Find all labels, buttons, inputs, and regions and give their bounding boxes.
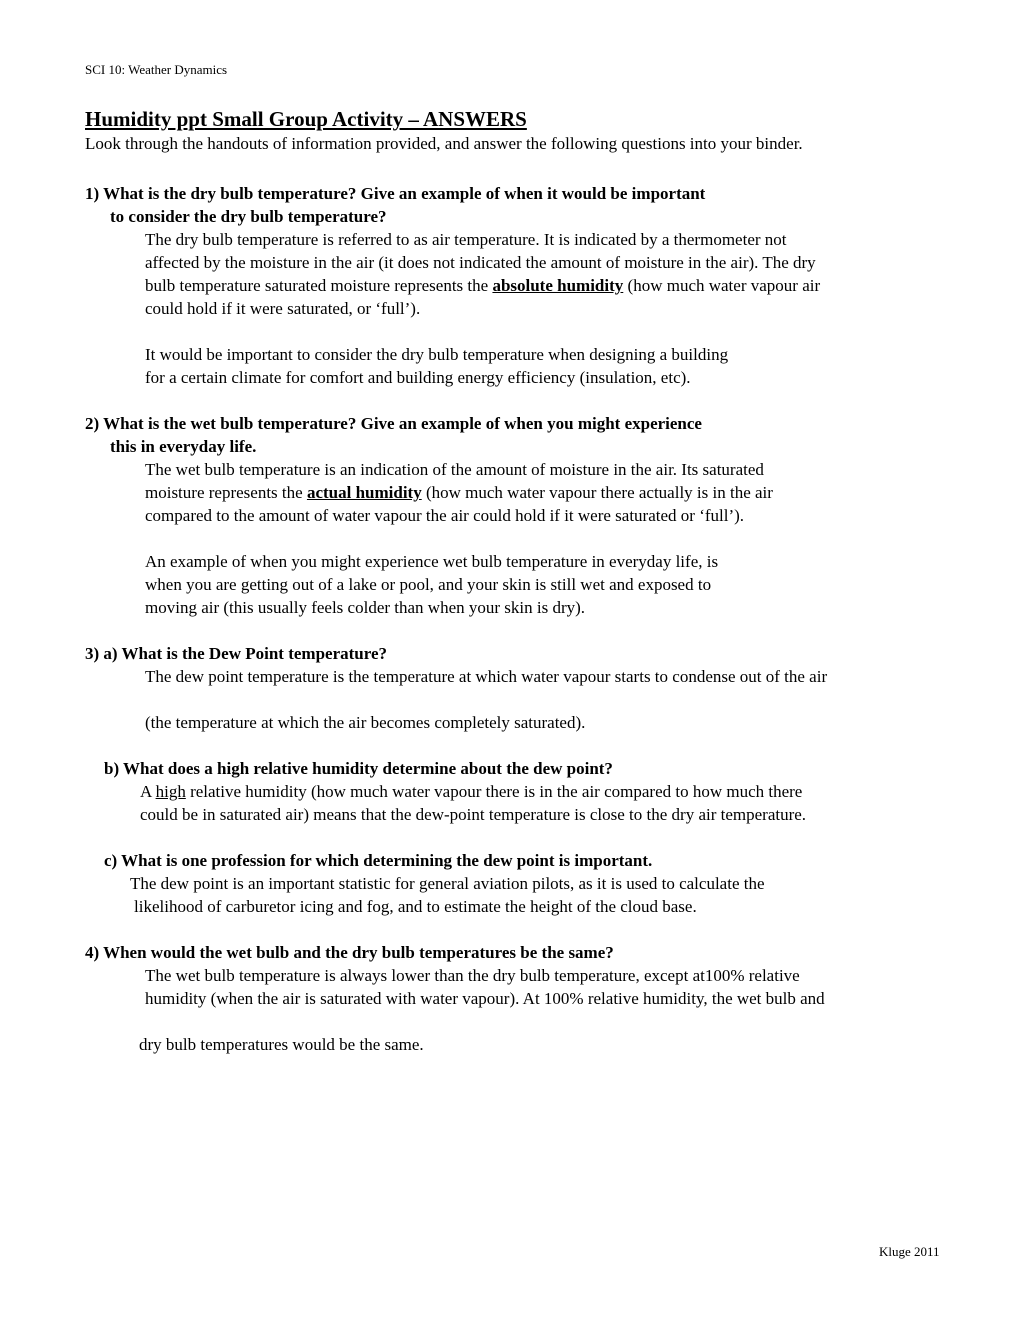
answer-1-line: The dry bulb temperature is referred to as air temperature. It is indicated by a thermometer not (145, 230, 787, 249)
page-header: SCI 10: Weather Dynamics (85, 62, 228, 77)
page-footer: Kluge 2011 (879, 1244, 940, 1259)
answer-1-example-line: for a certain climate for comfort and building energy efficiency (insulation, etc). (145, 368, 691, 387)
answer-2-example-line: when you are getting out of a lake or pool, and your skin is still wet and exposed to (145, 575, 712, 594)
answer-1-example-line: It would be important to consider the dry bulb temperature when designing a building (145, 345, 729, 364)
answer-2-line (145, 483, 773, 503)
answer-3a-line: (the temperature at which the air becomes completely saturated). (145, 713, 586, 732)
question-1: 1) What is the dry bulb temperature? Give an example of when it would be important (85, 184, 706, 203)
question-4: 4) When would the wet bulb and the dry bulb temperatures be the same? (85, 943, 614, 962)
instructions: Look through the handouts of information provided, and answer the following questions into your binder. (85, 134, 803, 153)
answer-text: (how much water vapour air (623, 276, 821, 295)
answer-text: A (140, 782, 156, 801)
answer-1-line: affected by the moisture in the air (it does not indicated the amount of moisture in the air). The dry (145, 253, 816, 272)
answer-3a-line: The dew point temperature is the temperature at which water vapour starts to condense out of the air (145, 667, 828, 686)
question-1-continued: to consider the dry bulb temperature? (110, 207, 387, 226)
key-term-absolute-humidity: absolute humidity (492, 276, 624, 295)
question-3a: 3) a) What is the Dew Point temperature? (85, 644, 388, 663)
key-term-actual-humidity: actual humidity (306, 483, 422, 502)
answer-3b-line: could be in saturated air) means that the dew-point temperature is close to the dry air temperature. (140, 805, 807, 824)
answer-1-line: could hold if it were saturated, or ‘full’). (145, 299, 421, 318)
answer-text: bulb temperature saturated moisture represents the (145, 276, 493, 295)
page-title: Humidity ppt Small Group Activity – ANSWERS (85, 107, 527, 131)
question-2-continued: this in everyday life. (110, 437, 257, 456)
answer-2-example-line: moving air (this usually feels colder than when your skin is dry). (145, 598, 586, 617)
answer-2-example-line: An example of when you might experience wet bulb temperature in everyday life, is (145, 552, 719, 571)
question-3c: c) What is one profession for which determining the dew point is important. (104, 851, 653, 870)
answer-text: moisture represents the (145, 483, 307, 502)
answer-4-line: dry bulb temperatures would be the same. (139, 1035, 424, 1054)
answer-3c-line: likelihood of carburetor icing and fog, and to estimate the height of the cloud base. (134, 897, 697, 916)
answer-2-line: compared to the amount of water vapour the air could hold if it were saturated or ‘full’). (145, 506, 745, 525)
answer-text: relative humidity (how much water vapour there is in the air compared to how much there (185, 782, 803, 801)
answer-2-line: The wet bulb temperature is an indication of the amount of moisture in the air. Its saturated (145, 460, 764, 479)
question-3b: b) What does a high relative humidity determine about the dew point? (104, 759, 613, 778)
answer-4-line: humidity (when the air is saturated with water vapour). At 100% relative humidity, the wet bulb and (145, 989, 825, 1008)
key-term-high: high (155, 782, 186, 801)
answer-3b-line (140, 782, 802, 802)
answer-1-line (145, 276, 820, 296)
answer-text: (how much water vapour there actually is in the air (421, 483, 773, 502)
answer-3c-line: The dew point is an important statistic for general aviation pilots, as it is used to calculate the (130, 874, 765, 893)
answer-4-line: The wet bulb temperature is always lower than the dry bulb temperature, except at100% relative (145, 966, 800, 985)
question-2: 2) What is the wet bulb temperature? Give an example of when you might experience (85, 414, 702, 433)
